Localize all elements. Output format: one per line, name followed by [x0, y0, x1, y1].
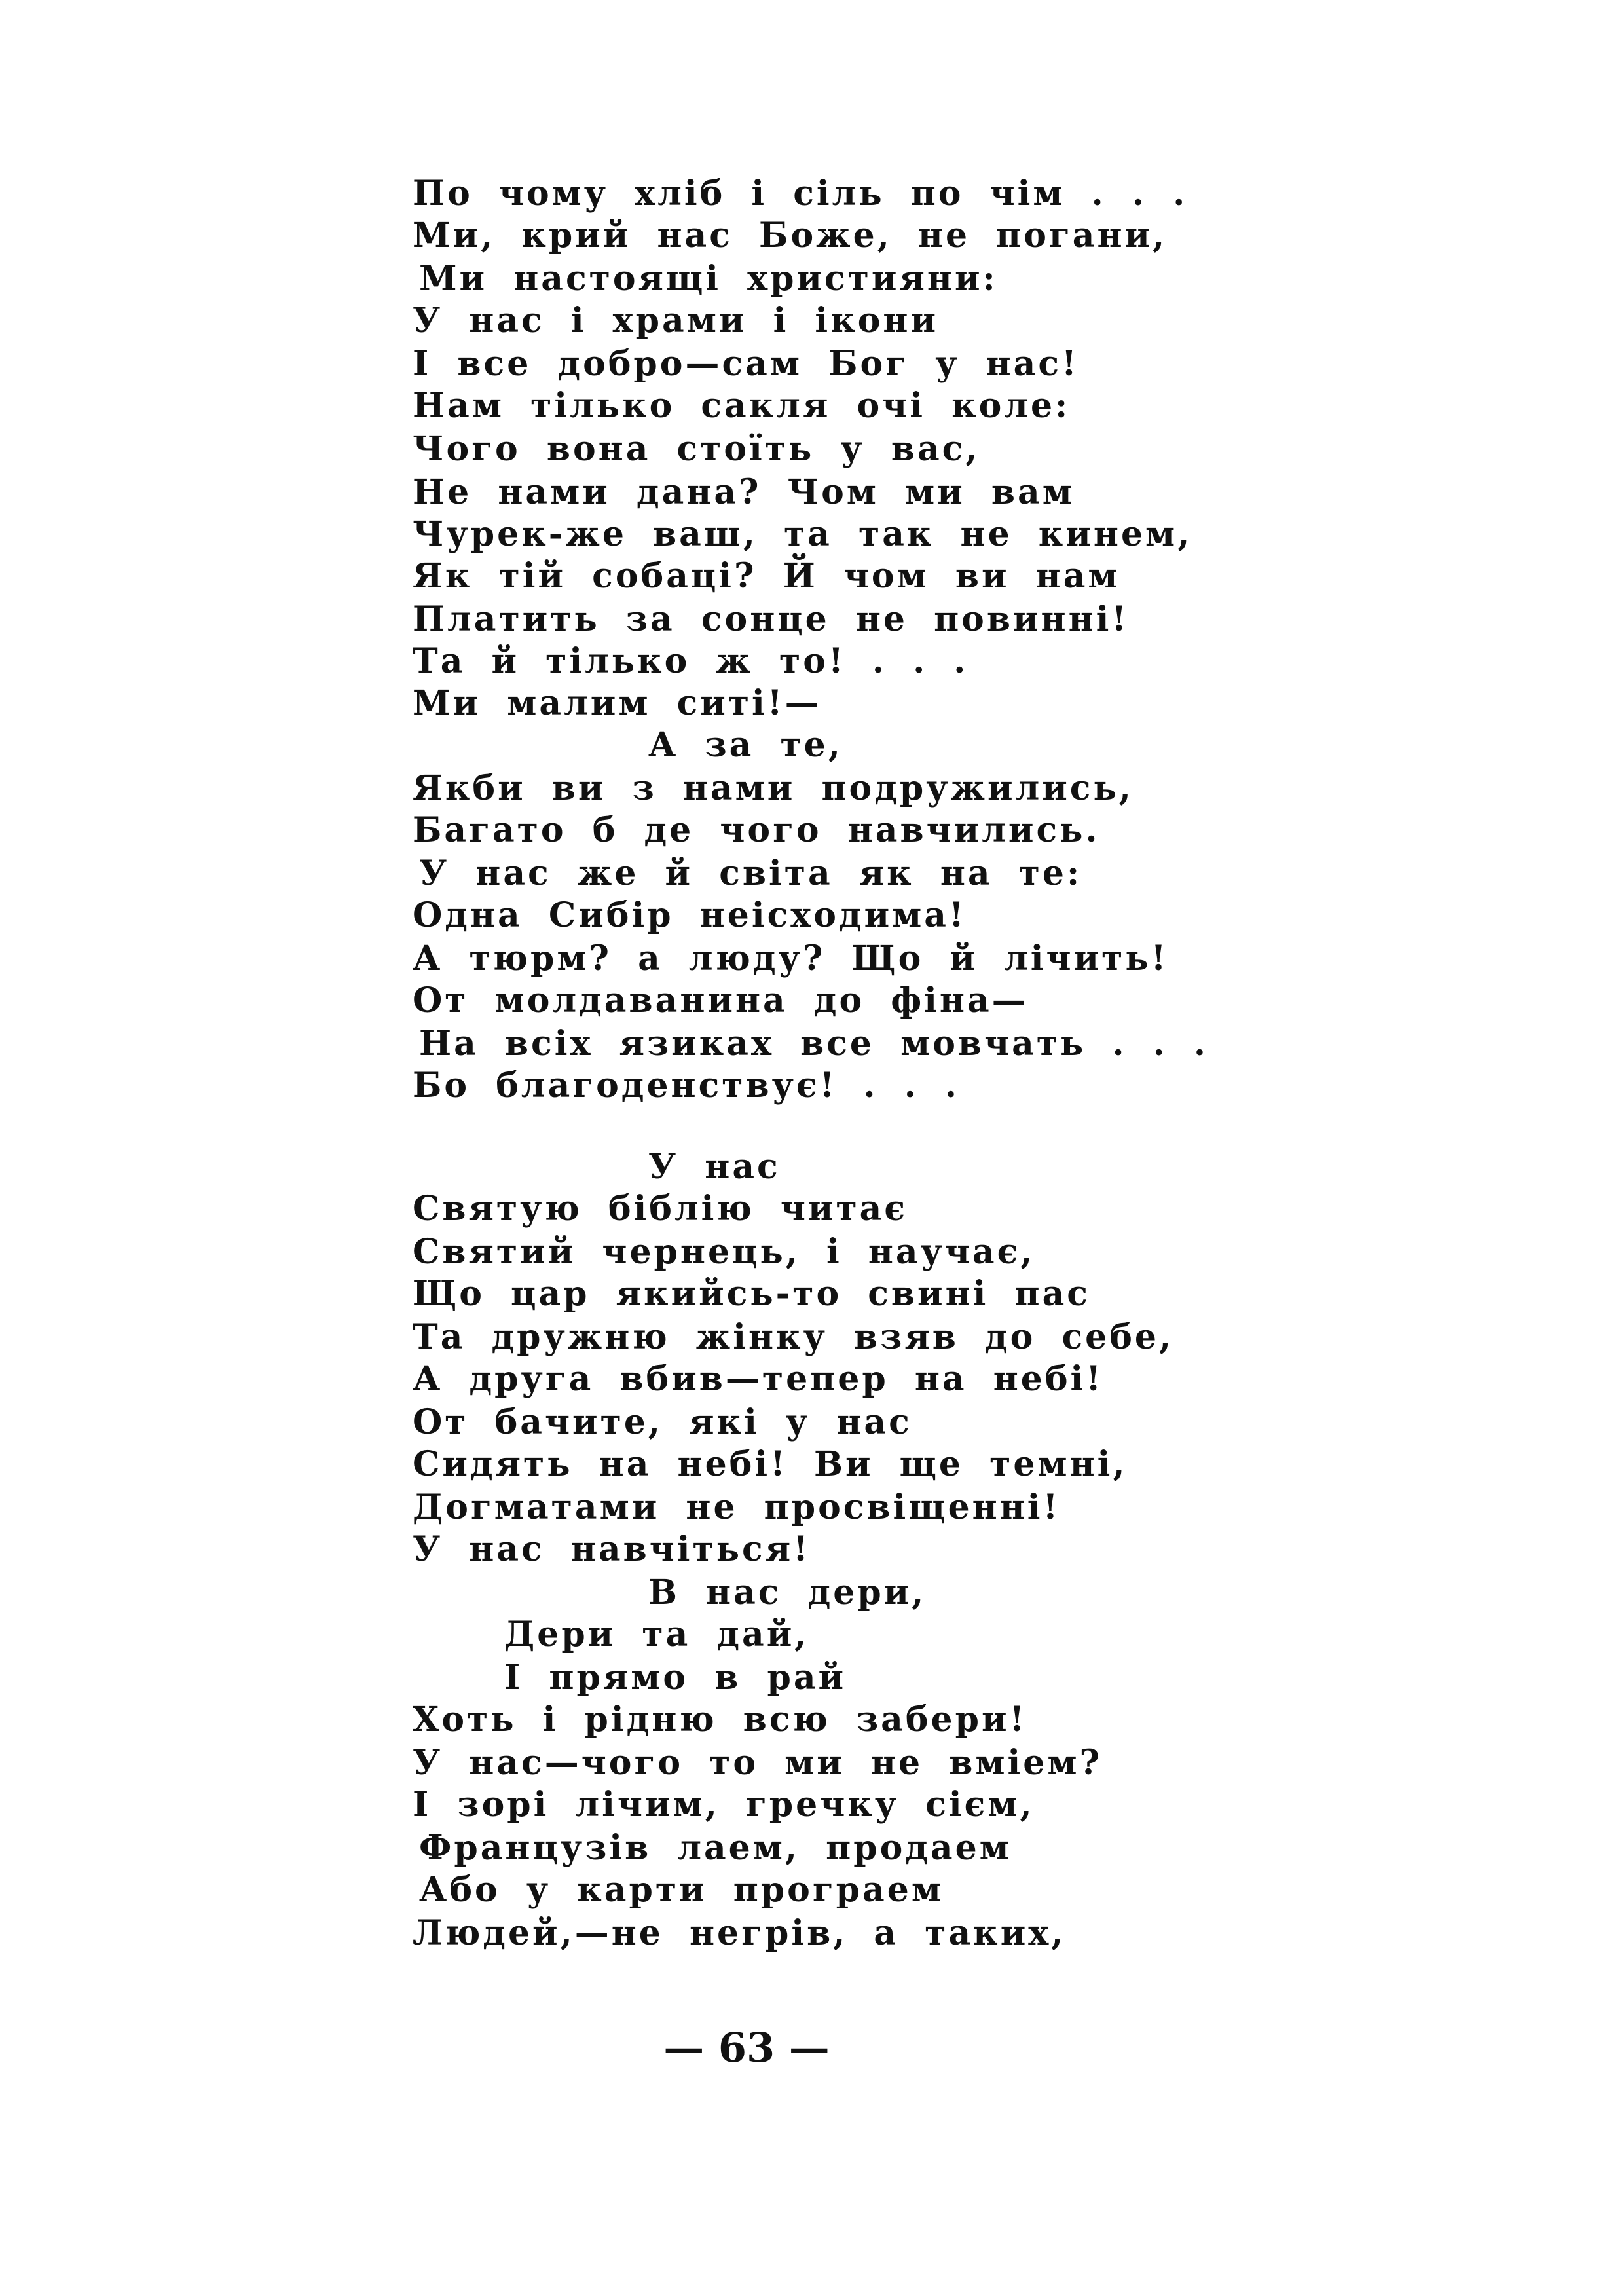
poem-line: По чому хліб і сіль по чім . . .: [413, 174, 1188, 214]
poem-line: Платить за сонце не повинні!: [413, 599, 1130, 639]
poem-line: Та дружню жінку взяв до себе,: [413, 1317, 1174, 1357]
poem-line: Чого вона стоїть у вас,: [413, 429, 980, 469]
poem-line: Або у карти програем: [419, 1870, 944, 1910]
poem-line: А тюрм? а люду? Що й лічить!: [413, 939, 1169, 978]
poem-line: Нам тілько сакля очі коле:: [413, 386, 1071, 426]
poem-line: А за те,: [648, 725, 843, 765]
poem-line: От молдаванина до фіна—: [413, 980, 1029, 1020]
poem-line: На всіх язиках все мовчать . . .: [419, 1024, 1208, 1064]
poem-line: Дери та дай,: [504, 1614, 809, 1654]
poem-line: Людей,—не негрів, а таких,: [413, 1913, 1066, 1953]
poem-line: У нас же й світа як на те:: [419, 853, 1082, 893]
poem-line: У нас навчіться!: [413, 1529, 811, 1569]
poem-line: А друга вбив—тепер на небі!: [413, 1359, 1104, 1399]
poem-line: Святую біблію читає: [413, 1189, 908, 1229]
poem-line: Одна Сибір неісходима!: [413, 895, 967, 935]
poem-line: Та й тілько ж то! . . .: [413, 641, 969, 681]
poem-line: Ми малим ситі!—: [413, 683, 822, 723]
poem-line: Багато б де чого навчились.: [413, 810, 1100, 850]
poem-line: Святий чернець, і научає,: [413, 1232, 1035, 1272]
poem-line: Як тій собаці? Й чом ви нам: [413, 556, 1120, 596]
poem-line: Хоть і рідню всю забери!: [413, 1700, 1027, 1740]
poem-line: Догматами не просвіщенні!: [413, 1487, 1061, 1527]
poem-line: Не нами дана? Чом ми вам: [413, 472, 1075, 512]
poem-line: Що цар якийсь-то свині пас: [413, 1274, 1090, 1314]
poem-line: Бо благоденствує! . . .: [413, 1066, 960, 1106]
poem-line: У нас і храми і ікони: [413, 301, 939, 341]
poem-line: І прямо в рай: [504, 1658, 847, 1698]
poem-line: У нас—чого то ми не вміем?: [413, 1743, 1102, 1783]
poem-line: Сидять на небі! Ви ще темні,: [413, 1444, 1128, 1484]
poem-line: Ми настоящі християни:: [419, 259, 998, 299]
poem-line: Якби ви з нами подружились,: [413, 768, 1134, 808]
page-number: — 63 —: [663, 2024, 830, 2072]
poem-line: В нас дери,: [648, 1573, 927, 1612]
poem-line: І все добро—сам Бог у нас!: [413, 344, 1079, 384]
poem-line: От бачите, які у нас: [413, 1402, 912, 1442]
poem-line: Ми, крий нас Боже, не погани,: [413, 215, 1168, 255]
poem-line: Французів лаем, продаем: [419, 1828, 1012, 1868]
poem-line: У нас: [648, 1147, 781, 1187]
poem-line: Чурек-же ваш, та так не кинем,: [413, 514, 1192, 554]
poem-line: І зорі лічим, гречку сієм,: [413, 1785, 1035, 1825]
